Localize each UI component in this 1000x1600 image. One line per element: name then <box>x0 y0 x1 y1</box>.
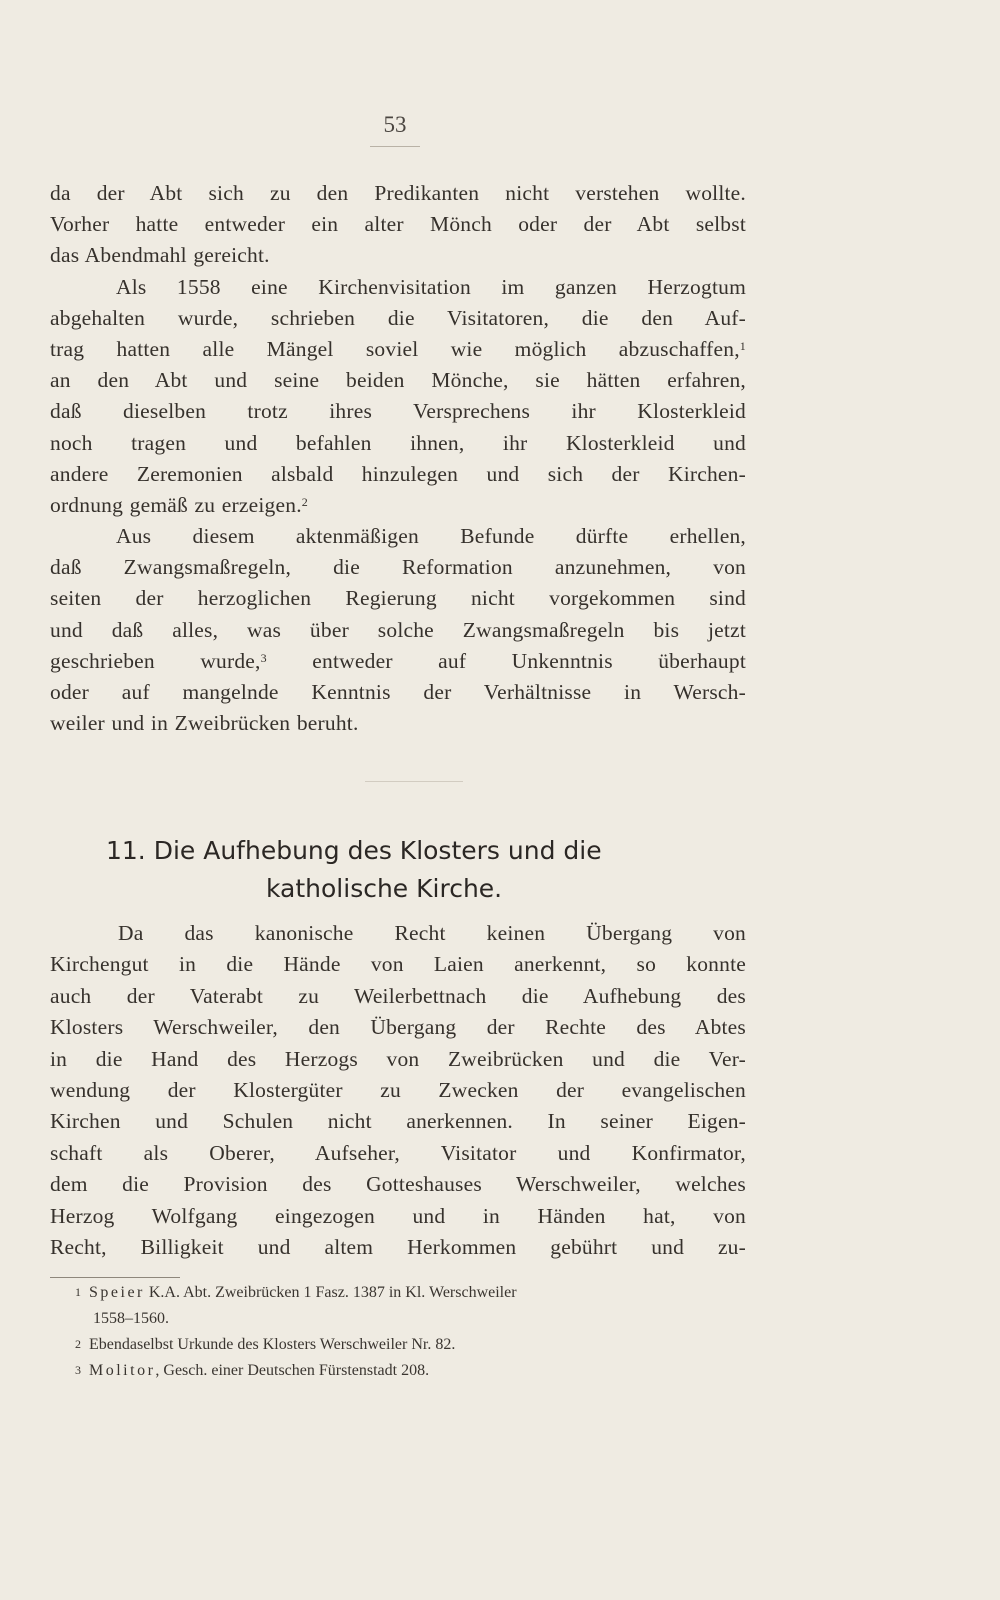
footnote-number: 1 <box>75 1285 81 1299</box>
text-line: an den Abt und seine beiden Mönche, sie hätten erfahren, <box>50 368 746 393</box>
footnote-rule <box>50 1277 180 1278</box>
text-line: Aus diesem aktenmäßigen Befunde dürfte erhellen, <box>116 524 746 549</box>
text-line: auch der Vaterabt zu Weilerbettnach die Aufhebung des <box>50 983 746 1008</box>
body-text-lower <box>50 918 746 1263</box>
text-segment: entweder auf Unkenntnis überhaupt <box>266 648 746 673</box>
footnote-ref: 3 <box>260 650 267 665</box>
footnote-ref: 1 <box>739 338 746 353</box>
text-line: oder auf mangelnde Kenntnis der Verhältnisse in Wersch- <box>50 680 746 704</box>
footnote-number: 2 <box>75 1337 81 1351</box>
text-line: dem die Provision des Gotteshauses Werschweiler, welches <box>50 1172 746 1197</box>
text-segment: ordnung gemäß zu erzeigen. <box>50 492 302 517</box>
footnote-continuation: 1558–1560. <box>93 1310 169 1327</box>
text-line: Als 1558 eine Kirchenvisitation im ganzen Herzogtum <box>116 274 746 299</box>
footnote-author: Molitor <box>89 1362 156 1379</box>
text-line: daß dieselben trotz ihres Versprechens ihr Klosterkleid <box>50 399 746 424</box>
footnote-number: 3 <box>75 1363 81 1377</box>
text-line: Kirchengut in die Hände von Laien anerkennt, so konnte <box>50 952 746 977</box>
text-line: andere Zeremonien alsbald hinzulegen und sich der Kirchen- <box>50 461 746 486</box>
footnote-text: K.A. Abt. Zweibrücken 1 Fasz. 1387 in Kl. Werschweiler <box>144 1284 517 1301</box>
page-number-rule <box>370 146 420 147</box>
text-line: Kirchen und Schulen nicht anerkennen. In seiner Eigen- <box>50 1109 746 1134</box>
footnote <box>75 1280 755 1306</box>
text-line: schaft als Oberer, Aufseher, Visitator und Konfirmator, <box>50 1140 746 1165</box>
section-heading <box>100 832 700 908</box>
text-line: Klosters Werschweiler, den Übergang der Rechte des Abtes <box>50 1015 746 1040</box>
footnotes <box>75 1280 755 1384</box>
text-line: daß Zwangsmaßregeln, die Reformation anzunehmen, von <box>50 555 746 580</box>
footnote <box>75 1332 755 1358</box>
text-segment: trag hatten alle Mängel soviel wie möglich abzuschaffen, <box>50 336 740 361</box>
heading-line: 11. Die Aufhebung des Klosters und die <box>106 836 602 865</box>
text-line: da der Abt sich zu den Predikanten nicht verstehen wollte. <box>50 181 746 205</box>
text-segment: geschrieben wurde, <box>50 648 261 673</box>
text-line: Vorher hatte entweder ein alter Mönch oder der Abt selbst <box>50 212 746 237</box>
text-line: weiler und in Zweibrücken beruht. <box>50 711 359 736</box>
text-line: noch tragen und befahlen ihnen, ihr Klosterkleid und <box>50 430 746 455</box>
footnote-author: Speier <box>89 1284 145 1301</box>
text-line: Recht, Billigkeit und altem Herkommen gebührt und zu- <box>50 1234 746 1259</box>
text-line: und daß alles, was über solche Zwangsmaßregeln bis jetzt <box>50 617 746 642</box>
text-line <box>50 334 746 365</box>
footnote-ref: 2 <box>301 494 308 509</box>
text-line: Herzog Wolfgang eingezogen und in Händen hat, von <box>50 1203 746 1228</box>
footnote <box>75 1358 755 1384</box>
text-line: das Abendmahl gereicht. <box>50 243 270 268</box>
text-line <box>50 646 746 677</box>
footnote-text: Ebendaselbst Urkunde des Klosters Werschweiler Nr. 82. <box>89 1336 456 1353</box>
text-line <box>50 490 746 521</box>
section-separator <box>365 781 463 782</box>
text-line: abgehalten wurde, schrieben die Visitatoren, die den Auf- <box>50 305 746 330</box>
text-line: in die Hand des Herzogs von Zweibrücken und die Ver- <box>50 1046 746 1071</box>
heading-line: katholische Kirche. <box>266 874 503 903</box>
footnote-text: , Gesch. einer Deutschen Fürstenstadt 208. <box>155 1362 430 1379</box>
text-line: Da das kanonische Recht keinen Übergang von <box>118 921 746 945</box>
text-line: seiten der herzoglichen Regierung nicht vorgekommen sind <box>50 586 746 611</box>
text-line: wendung der Klostergüter zu Zwecken der evangelischen <box>50 1077 746 1102</box>
page-number: 53 <box>383 112 407 137</box>
body-text-upper <box>50 178 746 739</box>
